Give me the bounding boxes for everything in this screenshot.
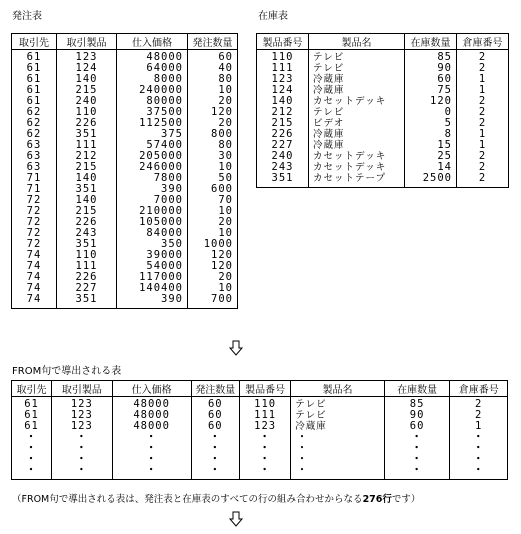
orders-cell: 61 bbox=[12, 96, 57, 107]
orders-row bbox=[12, 129, 238, 140]
inventory-cell: 227 bbox=[257, 140, 309, 151]
inventory-header-cell: 在庫数量 bbox=[405, 34, 457, 50]
orders-cell: 70 bbox=[188, 195, 238, 206]
derived-cell: 60 bbox=[191, 410, 239, 421]
inventory-cell: 冷蔵庫 bbox=[309, 140, 405, 151]
derived-cell: 110 bbox=[239, 397, 290, 411]
derived-table bbox=[11, 380, 508, 480]
inventory-cell: 冷蔵庫 bbox=[309, 85, 405, 96]
inventory-row bbox=[257, 96, 509, 107]
inventory-table-body bbox=[257, 50, 509, 188]
derived-table-body bbox=[12, 397, 508, 480]
note-suffix: です） bbox=[391, 494, 421, 505]
derived-header-cell: 倉庫番号 bbox=[450, 381, 508, 397]
inventory-cell: カセットデッキ bbox=[309, 96, 405, 107]
orders-cell: 140 bbox=[57, 74, 117, 85]
derived-header-cell: 取引先 bbox=[12, 381, 52, 397]
orders-cell: 71 bbox=[12, 184, 57, 195]
inventory-cell: 226 bbox=[257, 129, 309, 140]
orders-row bbox=[12, 63, 238, 74]
orders-cell: 243 bbox=[57, 228, 117, 239]
orders-cell: 61 bbox=[12, 50, 57, 64]
orders-row bbox=[12, 239, 238, 250]
inventory-cell: 124 bbox=[257, 85, 309, 96]
derived-cell: テレビ bbox=[291, 397, 384, 411]
orders-cell: 74 bbox=[12, 294, 57, 309]
orders-cell: 61 bbox=[12, 63, 57, 74]
inventory-cell: ビデオ bbox=[309, 118, 405, 129]
orders-cell: 74 bbox=[12, 272, 57, 283]
orders-cell: 240000 bbox=[117, 85, 188, 96]
ellipsis-dot: ・ bbox=[191, 465, 239, 480]
inventory-cell: 75 bbox=[405, 85, 457, 96]
inventory-cell: 212 bbox=[257, 107, 309, 118]
orders-header-cell: 発注数量 bbox=[188, 34, 238, 50]
ellipsis-dot: ・ bbox=[384, 443, 450, 454]
derived-cell: 90 bbox=[384, 410, 450, 421]
inventory-cell: 1 bbox=[457, 140, 509, 151]
orders-cell: 7000 bbox=[117, 195, 188, 206]
orders-row bbox=[12, 50, 238, 64]
orders-cell: 71 bbox=[12, 173, 57, 184]
orders-cell: 63 bbox=[12, 162, 57, 173]
ellipsis-dot: ・ bbox=[239, 454, 290, 465]
orders-cell: 600 bbox=[188, 184, 238, 195]
ellipsis-dot: ・ bbox=[239, 465, 290, 480]
ellipsis-dot: ・ bbox=[291, 465, 384, 480]
inventory-cell: 8 bbox=[405, 129, 457, 140]
orders-cell: 10 bbox=[188, 85, 238, 96]
orders-row bbox=[12, 272, 238, 283]
orders-row bbox=[12, 162, 238, 173]
note-prefix: （FROM句で導出される表は、発注表と在庫表のすべての行の組み合わせからなる bbox=[12, 494, 363, 505]
orders-cell: 350 bbox=[117, 239, 188, 250]
inventory-cell: 140 bbox=[257, 96, 309, 107]
orders-cell: 48000 bbox=[117, 50, 188, 64]
orders-header-cell: 取引先 bbox=[12, 34, 57, 50]
orders-cell: 72 bbox=[12, 217, 57, 228]
ellipsis-dot: ・ bbox=[291, 432, 384, 443]
inventory-cell: テレビ bbox=[309, 63, 405, 74]
orders-cell: 124 bbox=[57, 63, 117, 74]
orders-cell: 10 bbox=[188, 162, 238, 173]
ellipsis-dot: ・ bbox=[291, 443, 384, 454]
down-arrow-icon bbox=[229, 511, 243, 530]
derived-cell: 48000 bbox=[112, 397, 191, 411]
ellipsis-dot: ・ bbox=[52, 432, 113, 443]
inventory-cell: カセットデッキ bbox=[309, 162, 405, 173]
orders-cell: 10 bbox=[188, 228, 238, 239]
inventory-cell: 60 bbox=[405, 74, 457, 85]
inventory-cell: 215 bbox=[257, 118, 309, 129]
orders-cell: 54000 bbox=[117, 261, 188, 272]
orders-cell: 20 bbox=[188, 217, 238, 228]
orders-cell: 63 bbox=[12, 151, 57, 162]
derived-cell: 123 bbox=[52, 397, 113, 411]
derived-cell: 冷蔵庫 bbox=[291, 421, 384, 432]
inventory-cell: 2 bbox=[457, 162, 509, 173]
orders-cell: 700 bbox=[188, 294, 238, 309]
inventory-cell: テレビ bbox=[309, 107, 405, 118]
derived-header-cell: 仕入価格 bbox=[112, 381, 191, 397]
inventory-cell: 2 bbox=[457, 151, 509, 162]
orders-cell: 39000 bbox=[117, 250, 188, 261]
orders-cell: 111 bbox=[57, 261, 117, 272]
inventory-cell: 0 bbox=[405, 107, 457, 118]
derived-header-row bbox=[12, 381, 508, 397]
ellipsis-dot: ・ bbox=[450, 432, 508, 443]
orders-cell: 140400 bbox=[117, 283, 188, 294]
orders-cell: 62 bbox=[12, 129, 57, 140]
down-arrow-icon bbox=[229, 340, 243, 359]
orders-cell: 30 bbox=[188, 151, 238, 162]
orders-cell: 246000 bbox=[117, 162, 188, 173]
inventory-cell: 240 bbox=[257, 151, 309, 162]
derived-cell: 60 bbox=[191, 421, 239, 432]
orders-row bbox=[12, 118, 238, 129]
orders-cell: 61 bbox=[12, 85, 57, 96]
inventory-cell: 2 bbox=[457, 173, 509, 188]
inventory-cell: 25 bbox=[405, 151, 457, 162]
orders-cell: 111 bbox=[57, 140, 117, 151]
inventory-row bbox=[257, 151, 509, 162]
orders-table bbox=[11, 33, 238, 309]
orders-cell: 212 bbox=[57, 151, 117, 162]
inventory-cell: 90 bbox=[405, 63, 457, 74]
orders-cell: 390 bbox=[117, 184, 188, 195]
inventory-cell: 2 bbox=[457, 96, 509, 107]
derived-cell: 60 bbox=[384, 421, 450, 432]
derived-cell: 61 bbox=[12, 410, 52, 421]
derived-cell: 48000 bbox=[112, 421, 191, 432]
orders-row bbox=[12, 151, 238, 162]
orders-cell: 72 bbox=[12, 206, 57, 217]
orders-cell: 226 bbox=[57, 118, 117, 129]
orders-header-row bbox=[12, 34, 238, 50]
orders-table-title: 発注表 bbox=[12, 11, 42, 22]
orders-cell: 74 bbox=[12, 283, 57, 294]
derived-cell: 123 bbox=[239, 421, 290, 432]
inventory-row bbox=[257, 50, 509, 64]
orders-cell: 40 bbox=[188, 63, 238, 74]
orders-row bbox=[12, 173, 238, 184]
inventory-header-cell: 倉庫番号 bbox=[457, 34, 509, 50]
ellipsis-dot: ・ bbox=[112, 465, 191, 480]
ellipsis-dot: ・ bbox=[384, 454, 450, 465]
ellipsis-dot: ・ bbox=[12, 465, 52, 480]
inventory-cell: 5 bbox=[405, 118, 457, 129]
orders-cell: 110 bbox=[57, 250, 117, 261]
inventory-cell: 1 bbox=[457, 74, 509, 85]
orders-cell: 105000 bbox=[117, 217, 188, 228]
inventory-cell: 110 bbox=[257, 50, 309, 64]
derived-row bbox=[12, 397, 508, 411]
derived-cell: 2 bbox=[450, 410, 508, 421]
inventory-row bbox=[257, 85, 509, 96]
orders-cell: 64000 bbox=[117, 63, 188, 74]
cross-join-note bbox=[12, 491, 420, 505]
orders-cell: 72 bbox=[12, 228, 57, 239]
derived-header-cell: 在庫数量 bbox=[384, 381, 450, 397]
orders-cell: 10 bbox=[188, 206, 238, 217]
inventory-cell: カセットテープ bbox=[309, 173, 405, 188]
ellipsis-dot: ・ bbox=[52, 454, 113, 465]
derived-cell: 61 bbox=[12, 421, 52, 432]
inventory-row bbox=[257, 173, 509, 188]
inventory-cell: 243 bbox=[257, 162, 309, 173]
ellipsis-dot: ・ bbox=[239, 432, 290, 443]
orders-cell: 50 bbox=[188, 173, 238, 184]
inventory-cell: テレビ bbox=[309, 50, 405, 64]
inventory-row bbox=[257, 118, 509, 129]
orders-cell: 7800 bbox=[117, 173, 188, 184]
ellipsis-dot: ・ bbox=[112, 443, 191, 454]
orders-cell: 8000 bbox=[117, 74, 188, 85]
orders-cell: 226 bbox=[57, 272, 117, 283]
orders-cell: 226 bbox=[57, 217, 117, 228]
orders-cell: 80000 bbox=[117, 96, 188, 107]
orders-row bbox=[12, 283, 238, 294]
orders-cell: 57400 bbox=[117, 140, 188, 151]
ellipsis-dot: ・ bbox=[12, 432, 52, 443]
derived-header-cell: 取引製品 bbox=[52, 381, 113, 397]
orders-cell: 227 bbox=[57, 283, 117, 294]
derived-header-cell: 製品名 bbox=[291, 381, 384, 397]
orders-cell: 60 bbox=[188, 50, 238, 64]
orders-cell: 140 bbox=[57, 173, 117, 184]
inventory-row bbox=[257, 140, 509, 151]
inventory-cell: 351 bbox=[257, 173, 309, 188]
inventory-cell: 2 bbox=[457, 107, 509, 118]
orders-cell: 10 bbox=[188, 283, 238, 294]
orders-cell: 62 bbox=[12, 107, 57, 118]
orders-row bbox=[12, 206, 238, 217]
down-arrow-icon-svg bbox=[229, 340, 243, 356]
orders-cell: 62 bbox=[12, 118, 57, 129]
orders-row bbox=[12, 96, 238, 107]
orders-row bbox=[12, 195, 238, 206]
orders-cell: 20 bbox=[188, 272, 238, 283]
inventory-cell: 85 bbox=[405, 50, 457, 64]
orders-cell: 37500 bbox=[117, 107, 188, 118]
orders-cell: 205000 bbox=[117, 151, 188, 162]
orders-cell: 390 bbox=[117, 294, 188, 309]
orders-header-cell: 取引製品 bbox=[57, 34, 117, 50]
inventory-cell: 111 bbox=[257, 63, 309, 74]
orders-cell: 80 bbox=[188, 74, 238, 85]
orders-cell: 215 bbox=[57, 85, 117, 96]
orders-cell: 120 bbox=[188, 107, 238, 118]
orders-cell: 72 bbox=[12, 239, 57, 250]
ellipsis-dot: ・ bbox=[12, 443, 52, 454]
orders-cell: 74 bbox=[12, 250, 57, 261]
orders-cell: 375 bbox=[117, 129, 188, 140]
orders-cell: 351 bbox=[57, 129, 117, 140]
inventory-cell: カセットデッキ bbox=[309, 151, 405, 162]
derived-cell: 1 bbox=[450, 421, 508, 432]
ellipsis-dot: ・ bbox=[239, 443, 290, 454]
orders-row bbox=[12, 107, 238, 118]
orders-cell: 215 bbox=[57, 206, 117, 217]
orders-cell: 351 bbox=[57, 294, 117, 309]
down-arrow-icon-svg bbox=[229, 511, 243, 527]
orders-cell: 351 bbox=[57, 239, 117, 250]
inventory-cell: 冷蔵庫 bbox=[309, 74, 405, 85]
orders-table-body bbox=[12, 50, 238, 309]
orders-cell: 63 bbox=[12, 140, 57, 151]
orders-cell: 84000 bbox=[117, 228, 188, 239]
derived-header-cell: 製品番号 bbox=[239, 381, 290, 397]
orders-cell: 123 bbox=[57, 50, 117, 64]
orders-row bbox=[12, 250, 238, 261]
orders-cell: 117000 bbox=[117, 272, 188, 283]
orders-row bbox=[12, 294, 238, 309]
orders-cell: 120 bbox=[188, 250, 238, 261]
orders-cell: 140 bbox=[57, 195, 117, 206]
orders-row bbox=[12, 217, 238, 228]
inventory-row bbox=[257, 129, 509, 140]
derived-cell: 123 bbox=[52, 410, 113, 421]
ellipsis-dot: ・ bbox=[191, 454, 239, 465]
orders-cell: 215 bbox=[57, 162, 117, 173]
orders-cell: 210000 bbox=[117, 206, 188, 217]
inventory-table bbox=[256, 33, 509, 188]
derived-cell: 85 bbox=[384, 397, 450, 411]
inventory-cell: 1 bbox=[457, 129, 509, 140]
orders-cell: 110 bbox=[57, 107, 117, 118]
inventory-cell: 14 bbox=[405, 162, 457, 173]
derived-cell: 48000 bbox=[112, 410, 191, 421]
orders-cell: 240 bbox=[57, 96, 117, 107]
orders-cell: 80 bbox=[188, 140, 238, 151]
orders-row bbox=[12, 140, 238, 151]
orders-cell: 20 bbox=[188, 118, 238, 129]
inventory-header-cell: 製品番号 bbox=[257, 34, 309, 50]
orders-row bbox=[12, 74, 238, 85]
orders-cell: 112500 bbox=[117, 118, 188, 129]
derived-cell: 111 bbox=[239, 410, 290, 421]
ellipsis-dot: ・ bbox=[450, 454, 508, 465]
ellipsis-dot: ・ bbox=[52, 443, 113, 454]
ellipsis-dot: ・ bbox=[12, 454, 52, 465]
inventory-cell: 1 bbox=[457, 85, 509, 96]
inventory-cell: 2 bbox=[457, 50, 509, 64]
inventory-cell: 15 bbox=[405, 140, 457, 151]
derived-ellipsis-row bbox=[12, 465, 508, 480]
orders-cell: 120 bbox=[188, 261, 238, 272]
ellipsis-dot: ・ bbox=[450, 443, 508, 454]
inventory-row bbox=[257, 162, 509, 173]
inventory-cell: 2500 bbox=[405, 173, 457, 188]
orders-header-cell: 仕入価格 bbox=[117, 34, 188, 50]
orders-cell: 800 bbox=[188, 129, 238, 140]
note-row-count: 276行 bbox=[362, 494, 392, 505]
orders-row bbox=[12, 184, 238, 195]
ellipsis-dot: ・ bbox=[291, 454, 384, 465]
inventory-cell: 冷蔵庫 bbox=[309, 129, 405, 140]
ellipsis-dot: ・ bbox=[52, 465, 113, 480]
ellipsis-dot: ・ bbox=[112, 454, 191, 465]
inventory-row bbox=[257, 107, 509, 118]
ellipsis-dot: ・ bbox=[112, 432, 191, 443]
inventory-row bbox=[257, 74, 509, 85]
ellipsis-dot: ・ bbox=[450, 465, 508, 480]
orders-cell: 1000 bbox=[188, 239, 238, 250]
derived-cell: 2 bbox=[450, 397, 508, 411]
inventory-header-cell: 製品名 bbox=[309, 34, 405, 50]
inventory-cell: 120 bbox=[405, 96, 457, 107]
derived-cell: 61 bbox=[12, 397, 52, 411]
orders-cell: 20 bbox=[188, 96, 238, 107]
inventory-table-title: 在庫表 bbox=[258, 11, 288, 22]
orders-row bbox=[12, 261, 238, 272]
inventory-row bbox=[257, 63, 509, 74]
orders-cell: 74 bbox=[12, 261, 57, 272]
derived-table-title: FROM句で導出される表 bbox=[12, 366, 122, 377]
ellipsis-dot: ・ bbox=[191, 443, 239, 454]
derived-cell: 123 bbox=[52, 421, 113, 432]
inventory-cell: 2 bbox=[457, 63, 509, 74]
ellipsis-dot: ・ bbox=[191, 432, 239, 443]
derived-header-cell: 発注数量 bbox=[191, 381, 239, 397]
inventory-header-row bbox=[257, 34, 509, 50]
derived-cell: 60 bbox=[191, 397, 239, 411]
orders-cell: 351 bbox=[57, 184, 117, 195]
orders-cell: 61 bbox=[12, 74, 57, 85]
inventory-cell: 2 bbox=[457, 118, 509, 129]
derived-cell: テレビ bbox=[291, 410, 384, 421]
ellipsis-dot: ・ bbox=[384, 465, 450, 480]
orders-cell: 72 bbox=[12, 195, 57, 206]
inventory-cell: 123 bbox=[257, 74, 309, 85]
ellipsis-dot: ・ bbox=[384, 432, 450, 443]
orders-row bbox=[12, 85, 238, 96]
